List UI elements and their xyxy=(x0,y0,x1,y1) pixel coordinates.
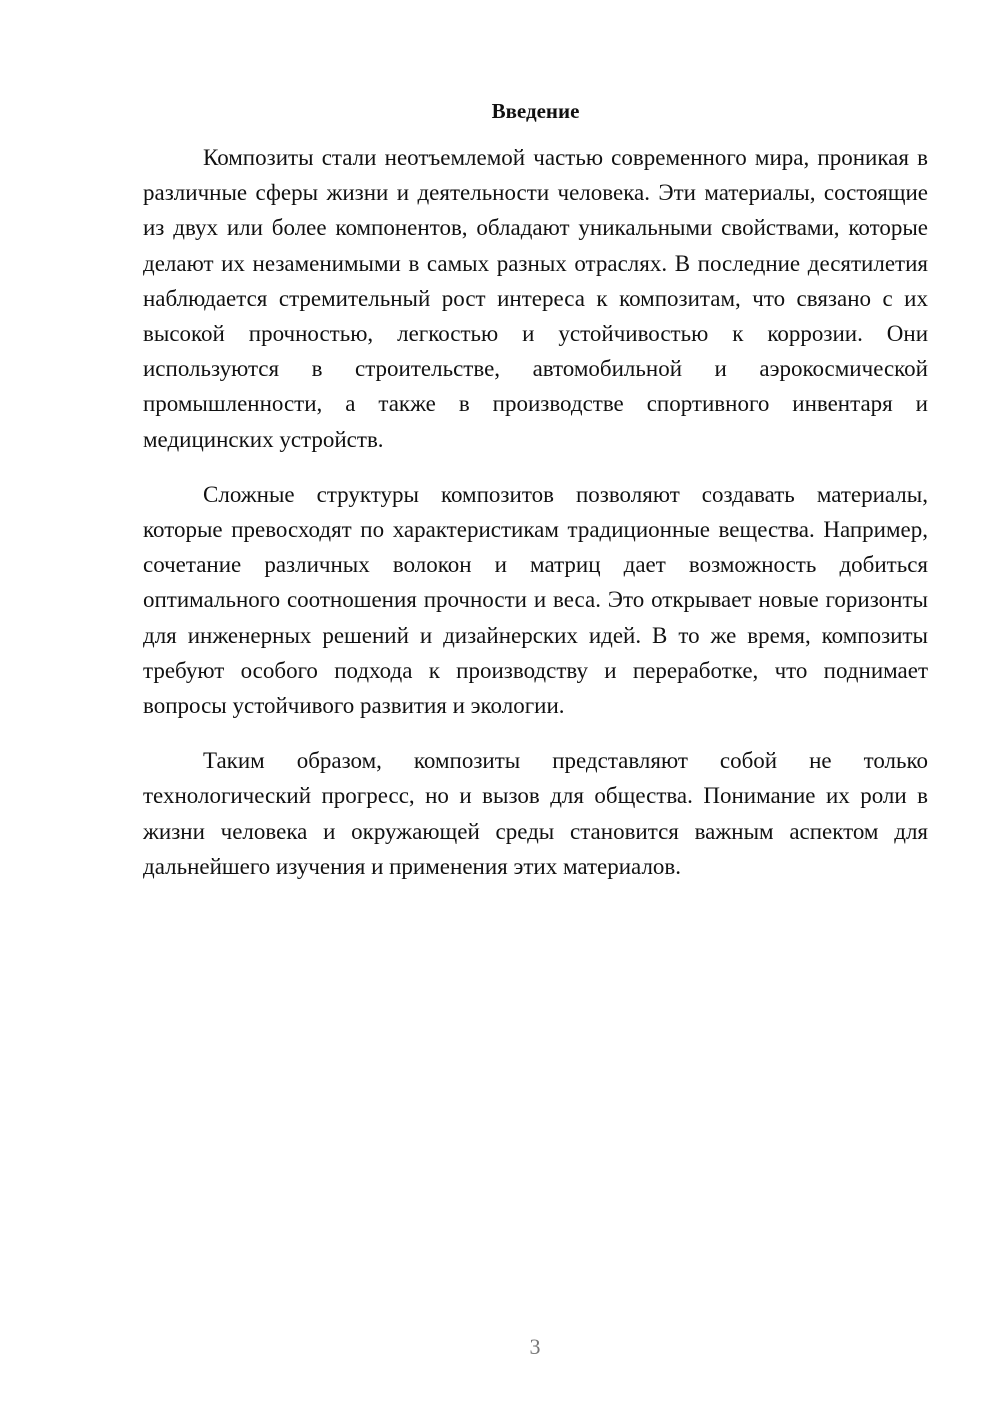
page-title: Введение xyxy=(491,99,580,123)
paragraph-3: Таким образом, композиты представляют собой не только технологический прогресс, но и вызов для общества. Понимание их роли в жизни человека и окружающей среды становится важным аспектом для дальнейшего изучения и применения этих материалов. xyxy=(143,748,928,879)
paragraph-2: Сложные структуры композитов позволяют создавать материалы, которые превосходят по характеристикам традиционные вещества. Например, сочетание различных волокон и матриц дает возможность добиться оптимального соотношения прочности и веса. Это открывает новые горизонты для инженерных решений и дизайнерских идей. В то же время, композиты требуют особого подхода к производству и переработке, что поднимает вопросы устойчивого развития и экологии. xyxy=(143,481,928,719)
paragraph-1: Композиты стали неотъемлемой частью современного мира, проникая в различные сферы жизни и деятельности человека. Эти материалы, состоящие из двух или более компонентов, обладают уникальными свойствами, которые делают их незаменимыми в самых разных отраслях. В последние десятилетия наблюдается стремительный рост интереса к композитам, что связано с их высокой прочностью, легкостью и устойчивостью к коррозии. Они используются в строительстве, автомобильной и аэрокосмической промышленности, а также в производстве спортивного инвентаря и медицинских устройств. xyxy=(143,145,928,452)
page-number: 3 xyxy=(529,1334,541,1359)
document-body xyxy=(143,140,928,904)
